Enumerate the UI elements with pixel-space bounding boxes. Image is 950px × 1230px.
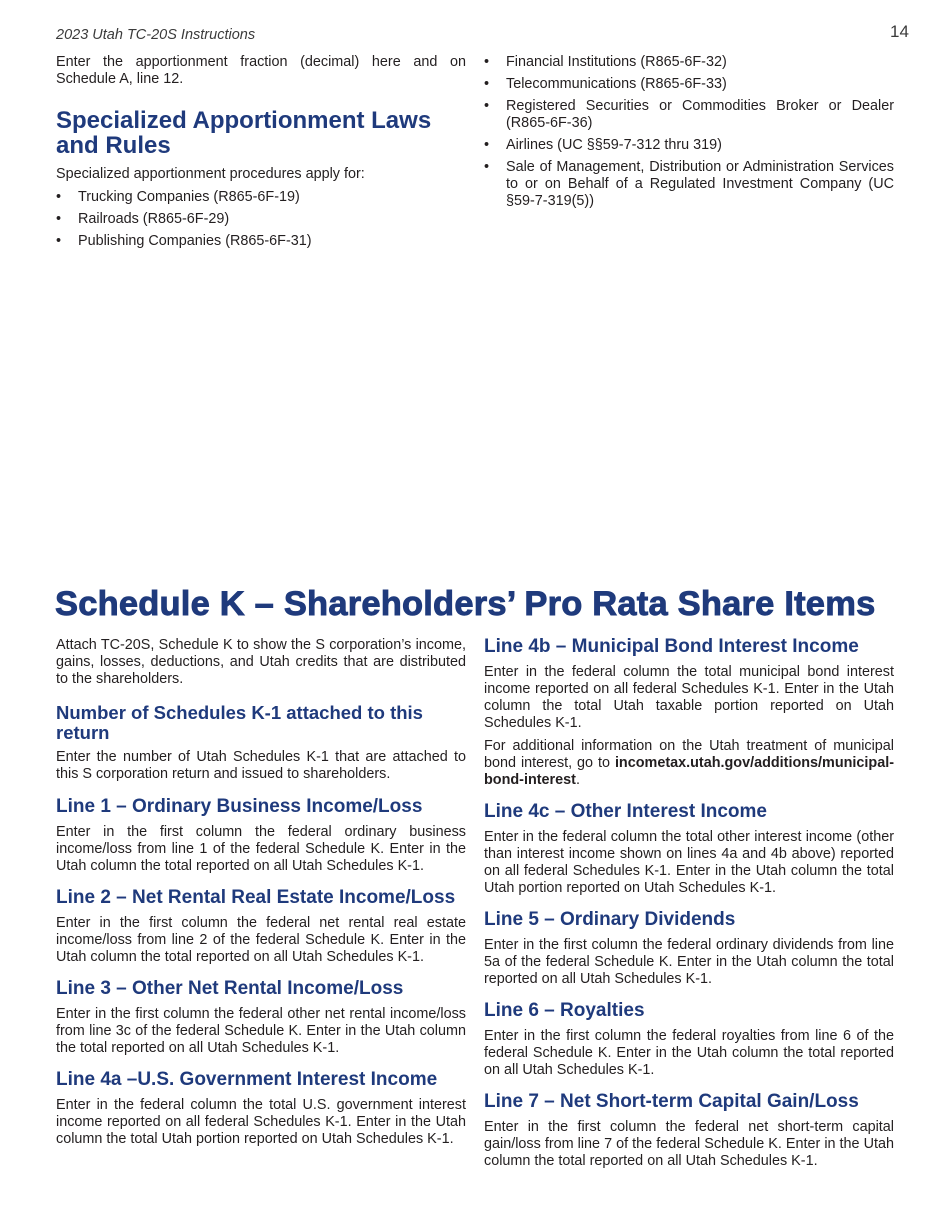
specialized-apportionment-lead: Specialized apportionment procedures apply for: — [56, 166, 365, 182]
section-body: Enter the number of Utah Schedules K-1 that are attached to this S corporation return and issued to shareholders. — [56, 749, 466, 782]
top-left-column — [56, 54, 466, 250]
section-body: Enter in the first column the federal royalties from line 6 of the federal Schedule K. Enter in the Utah column the total reported on all Utah Schedules K-1. — [484, 1028, 894, 1078]
section-body: Enter in the first column the federal ordinary business income/loss from line 1 of the federal Schedule K. Enter in the Utah column the total reported on all Utah Schedules K-1. — [56, 824, 466, 874]
municipal-bond-link[interactable]: incometax.utah.gov/additions/municipal-bond-interest — [484, 755, 894, 788]
schedule-k-intro: Attach TC-20S, Schedule K to show the S corporation’s income, gains, losses, deductions, and Utah credits that are distributed to the shareholders. — [56, 637, 466, 687]
list-item: • Telecommunications (R865-6F-33) — [484, 76, 894, 93]
section-body: Enter in the federal column the total municipal bond interest income reported on all federal Schedules K-1. Enter in the Utah column the total Utah taxable portion reported on Utah Schedules K-1. — [484, 664, 894, 731]
schedule-k-right-column — [484, 636, 894, 1170]
list-item: • Trucking Companies (R865-6F-19) — [56, 189, 466, 206]
section-body: Enter in the first column the federal ordinary dividends from line 5a of the federal Schedule K. Enter in the Utah column the total reported on all Utah Schedules K-1. — [484, 937, 894, 987]
schedule-k-title: Schedule K – Shareholders’ Pro Rata Share Items — [55, 585, 876, 623]
section-heading: Line 3 – Other Net Rental Income/Loss — [56, 978, 404, 999]
section-body: Enter in the first column the federal net short-term capital gain/loss from line 7 of the federal Schedule K. Enter in the Utah column the total reported on all Utah Schedules K-1. — [484, 1119, 894, 1169]
more-info-text: For additional information on the Utah treatment of municipal bond interest, go to — [484, 738, 894, 771]
specialized-apportionment-list-right — [484, 54, 894, 210]
section-heading: Line 1 – Ordinary Business Income/Loss — [56, 796, 423, 817]
section-heading: Line 2 – Net Rental Real Estate Income/Loss — [56, 887, 456, 908]
specialized-apportionment-list-left — [56, 189, 466, 250]
section-heading: Number of Schedules K-1 attached to this return — [56, 702, 423, 743]
page-number: 14 — [890, 22, 909, 41]
list-item: • Registered Securities or Commodities Broker or Dealer (R865-6F-36) — [484, 98, 894, 132]
list-item: • Sale of Management, Distribution or Administration Services to or on Behalf of a Regulated Investment Company (UC §59-7-319(5)) — [484, 159, 894, 210]
apportionment-intro: Enter the apportionment fraction (decimal) here and on Schedule A, line 12. — [56, 54, 466, 87]
list-item: • Airlines (UC §§59-7-312 thru 319) — [484, 137, 894, 154]
municipal-bond-more-info — [484, 738, 894, 789]
list-item: • Financial Institutions (R865-6F-32) — [484, 54, 894, 71]
list-item: • Publishing Companies (R865-6F-31) — [56, 233, 466, 250]
section-heading: Line 4a –U.S. Government Interest Income — [56, 1069, 438, 1090]
section-heading: Line 5 – Ordinary Dividends — [484, 909, 736, 930]
more-info-suffix: . — [575, 772, 580, 788]
schedule-k-left-column — [56, 637, 466, 1148]
list-item: • Railroads (R865-6F-29) — [56, 211, 466, 228]
top-right-column — [484, 54, 894, 210]
running-header: 2023 Utah TC-20S Instructions — [56, 27, 256, 43]
section-body: Enter in the federal column the total U.S. government interest income reported on all federal Schedules K-1. Enter in the Utah column the total Utah portion reported on Utah Schedules K-1. — [56, 1097, 466, 1147]
section-heading: Line 6 – Royalties — [484, 1000, 645, 1021]
section-heading: Line 7 – Net Short-term Capital Gain/Loss — [484, 1091, 859, 1112]
specialized-apportionment-heading: Specialized Apportionment Laws and Rules — [56, 107, 432, 159]
section-body: Enter in the federal column the total other interest income (other than interest income shown on lines 4a and 4b above) reported on all federal Schedules K-1. Enter in the Utah column the total Utah portion reported on Utah Schedules K-1. — [484, 829, 894, 896]
section-body: Enter in the first column the federal other net rental income/loss from line 3c of the federal Schedule K. Enter in the Utah column the total reported on all Utah Schedules K-1. — [56, 1006, 466, 1056]
section-heading: Line 4c – Other Interest Income — [484, 801, 767, 822]
section-heading: Line 4b – Municipal Bond Interest Income — [484, 636, 859, 657]
section-body: Enter in the first column the federal net rental real estate income/loss from line 2 of the federal Schedule K. Enter in the Utah column the total reported on all Utah Schedules K-1. — [56, 915, 466, 965]
